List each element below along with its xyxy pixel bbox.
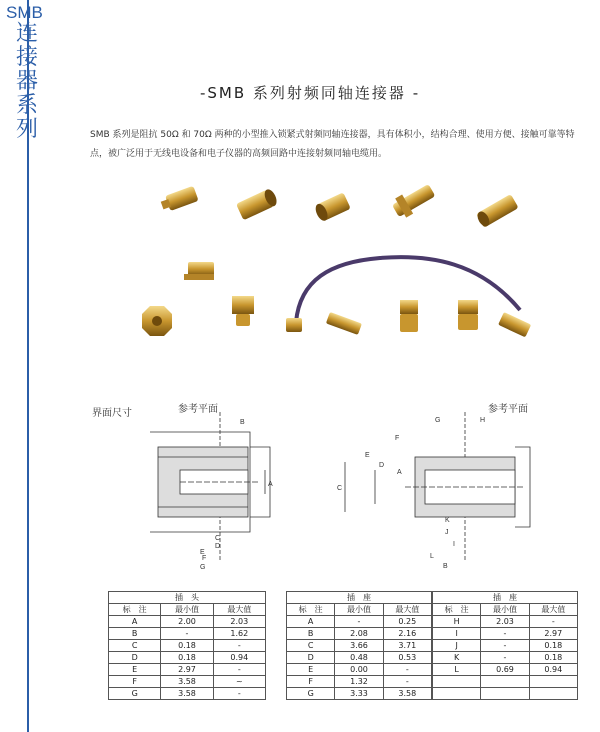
dim-label: L [430, 553, 434, 560]
table-header: 最大值 [529, 604, 577, 616]
connector-image [475, 194, 519, 228]
connector-image [400, 300, 418, 332]
table-header: 最大值 [213, 604, 265, 616]
connector-image [390, 181, 437, 221]
interface-dimensions-label: 界面尺寸 [92, 408, 132, 419]
side-title-char: 接 [16, 45, 39, 70]
table-row: J - 0.18 [433, 640, 578, 652]
connector-image [142, 306, 172, 336]
table-row: C 0.18 - [109, 640, 266, 652]
dim-label: I [453, 541, 455, 548]
dim-label: C [215, 535, 221, 542]
page-title: -SMB 系列射频同轴连接器 - [200, 84, 421, 102]
intro-paragraph: SMB 系列是阻抗 50Ω 和 70Ω 两种的小型推入锁紧式射频同轴连接器，具有体积小，结构合理、使用方便、接触可靠等特点，被广泛用于无线电设备和电子仪器的高频回路中连接射频同轴电缆用。 [90, 130, 575, 159]
table-row: D 0.48 0.53 [287, 652, 432, 664]
side-title-char: 连 [16, 21, 39, 46]
table-row [433, 676, 578, 688]
plug-table [108, 591, 266, 700]
jack-table-1 [286, 591, 432, 700]
connector-image [498, 312, 531, 337]
dim-label: D [215, 543, 221, 550]
connector-image [313, 192, 351, 222]
dim-label: A [397, 469, 402, 476]
dim-label: G [200, 564, 206, 571]
dim-label: D [379, 462, 385, 469]
dim-label: C [337, 485, 343, 492]
connector-image [232, 296, 254, 326]
connector-image [159, 186, 198, 213]
table-row: H 2.03 - [433, 616, 578, 628]
dim-label: A [268, 481, 273, 488]
table-header: 最小值 [335, 604, 383, 616]
dim-label: G [435, 417, 441, 424]
table-row: C 3.66 3.71 [287, 640, 432, 652]
dim-label: H [480, 417, 486, 424]
table-title: 插 头 [109, 592, 266, 604]
side-title [6, 4, 66, 142]
jack-drawing [335, 412, 535, 572]
reference-plane-label: 参考平面 [488, 404, 528, 415]
dim-label: F [395, 435, 400, 442]
table-header: 最大值 [383, 604, 431, 616]
table-header: 最小值 [161, 604, 213, 616]
reference-plane-label: 参考平面 [178, 404, 218, 415]
plug-drawing [140, 412, 290, 572]
table-row: F 3.58 ~ [109, 676, 266, 688]
table-row: E 2.97 - [109, 664, 266, 676]
table-row: G 3.58 - [109, 688, 266, 700]
connector-image [286, 318, 302, 332]
table-row: I - 2.97 [433, 628, 578, 640]
table-row: F 1.32 - [287, 676, 432, 688]
connector-image [326, 312, 362, 335]
table-row: A - 0.25 [287, 616, 432, 628]
connector-image [184, 262, 214, 280]
side-title-char: 系 [16, 93, 39, 118]
jack-table-2 [432, 591, 578, 700]
table-header: 标 注 [433, 604, 481, 616]
table-row: L 0.69 0.94 [433, 664, 578, 676]
table-row [433, 688, 578, 700]
table-row: A 2.00 2.03 [109, 616, 266, 628]
dim-label: J [445, 529, 449, 536]
table-row: B 2.08 2.16 [287, 628, 432, 640]
table-title: 插 座 [287, 592, 432, 604]
dim-label: B [443, 563, 448, 570]
table-header: 标 注 [287, 604, 335, 616]
dim-label: B [240, 419, 245, 426]
side-title-char: 列 [16, 117, 39, 142]
table-header: 最小值 [481, 604, 529, 616]
dim-label: E [365, 452, 370, 459]
side-title-char: 器 [16, 69, 39, 94]
dim-label: E [200, 549, 205, 556]
dim-label: F [202, 555, 207, 562]
table-row: G 3.33 3.58 [287, 688, 432, 700]
table-title: 插 座 [433, 592, 578, 604]
side-title-latin: SMB [6, 3, 43, 22]
dim-label: K [445, 517, 450, 524]
table-row: K - 0.18 [433, 652, 578, 664]
connector-image [236, 188, 279, 221]
table-header: 标 注 [109, 604, 161, 616]
table-row: E 0.00 - [287, 664, 432, 676]
cable-image [296, 257, 520, 322]
connector-image [458, 300, 478, 330]
table-row: D 0.18 0.94 [109, 652, 266, 664]
table-row: B - 1.62 [109, 628, 266, 640]
